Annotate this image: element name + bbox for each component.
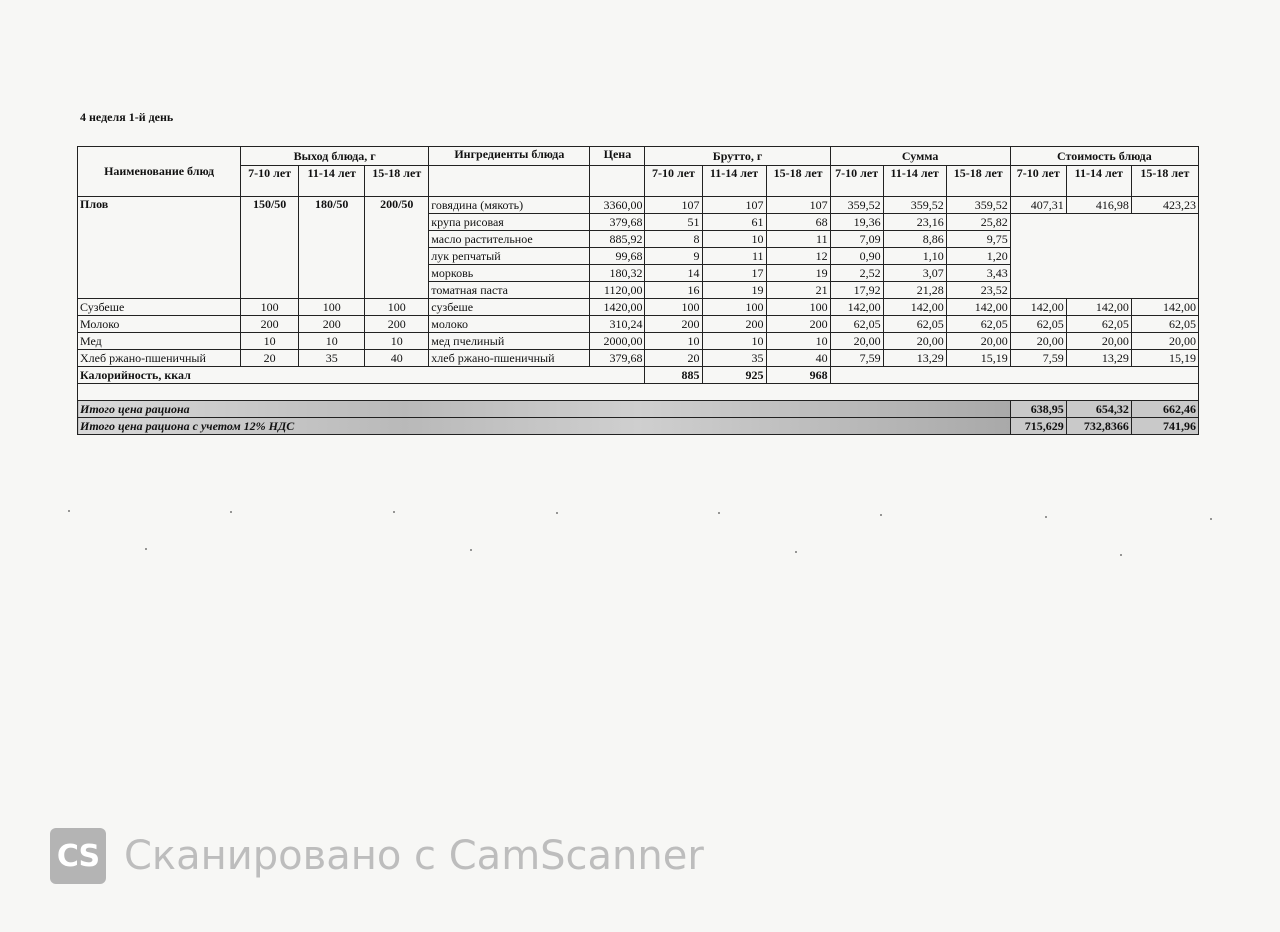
spacer-cell — [78, 384, 1199, 401]
cost: 62,05 — [1131, 316, 1198, 333]
sum: 17,92 — [830, 282, 883, 299]
header-age: 15-18 лет — [946, 166, 1010, 197]
table-row — [78, 316, 1199, 333]
header-age: 7-10 лет — [241, 166, 299, 197]
header-price: Цена — [590, 147, 645, 166]
sum: 3,07 — [883, 265, 946, 282]
dish-output: 200 — [365, 316, 429, 333]
dish-output: 200/50 — [365, 197, 429, 299]
ingredient: молоко — [429, 316, 590, 333]
header-age: 11-14 лет — [1066, 166, 1131, 197]
dish-name: Плов — [78, 197, 241, 299]
header-cost: Стоимость блюда — [1010, 147, 1198, 166]
header-output: Выход блюда, г — [241, 147, 429, 166]
table-row — [78, 350, 1199, 367]
total-vat-row — [78, 418, 1199, 435]
header-age: 7-10 лет — [645, 166, 702, 197]
cost: 20,00 — [1066, 333, 1131, 350]
cost: 142,00 — [1066, 299, 1131, 316]
brutto: 200 — [645, 316, 702, 333]
spacer-row — [78, 384, 1199, 401]
brutto: 17 — [702, 265, 766, 282]
cost: 62,05 — [1010, 316, 1066, 333]
sum: 15,19 — [946, 350, 1010, 367]
brutto: 20 — [645, 350, 702, 367]
total-value: 662,46 — [1131, 401, 1198, 418]
sum: 62,05 — [830, 316, 883, 333]
cost: 407,31 — [1010, 197, 1066, 214]
header-age: 7-10 лет — [830, 166, 883, 197]
dish-output: 100 — [365, 299, 429, 316]
total-vat-label: Итого цена рациона с учетом 12% НДС — [78, 418, 1011, 435]
dish-output: 200 — [299, 316, 365, 333]
sum: 9,75 — [946, 231, 1010, 248]
sum: 142,00 — [830, 299, 883, 316]
price: 180,32 — [590, 265, 645, 282]
cost: 13,29 — [1066, 350, 1131, 367]
calories-row — [78, 367, 1199, 384]
calories-value: 885 — [645, 367, 702, 384]
price: 1120,00 — [590, 282, 645, 299]
price: 885,92 — [590, 231, 645, 248]
sum: 1,10 — [883, 248, 946, 265]
camscanner-watermark — [50, 828, 704, 884]
sum: 23,16 — [883, 214, 946, 231]
sum: 359,52 — [830, 197, 883, 214]
table-row — [78, 197, 1199, 214]
total-vat-value: 715,629 — [1010, 418, 1066, 435]
sum: 62,05 — [946, 316, 1010, 333]
ingredient: масло растительное — [429, 231, 590, 248]
header-age: 15-18 лет — [1131, 166, 1198, 197]
dish-name: Мед — [78, 333, 241, 350]
dish-output: 10 — [241, 333, 299, 350]
cost: 62,05 — [1066, 316, 1131, 333]
brutto: 12 — [766, 248, 830, 265]
total-value: 654,32 — [1066, 401, 1131, 418]
header-sum: Сумма — [830, 147, 1010, 166]
price: 2000,00 — [590, 333, 645, 350]
calories-value: 925 — [702, 367, 766, 384]
header-brutto: Брутто, г — [645, 147, 830, 166]
dish-output: 180/50 — [299, 197, 365, 299]
calories-value: 968 — [766, 367, 830, 384]
total-label: Итого цена рациона — [78, 401, 1011, 418]
price: 99,68 — [590, 248, 645, 265]
sum: 359,52 — [946, 197, 1010, 214]
brutto: 107 — [702, 197, 766, 214]
table-row — [78, 299, 1199, 316]
header-ingredients: Ингредиенты блюда — [429, 147, 590, 166]
brutto: 40 — [766, 350, 830, 367]
brutto: 21 — [766, 282, 830, 299]
cost-blank — [1010, 214, 1198, 299]
dish-output: 200 — [241, 316, 299, 333]
sum: 359,52 — [883, 197, 946, 214]
ingredient: хлеб ржано-пшеничный — [429, 350, 590, 367]
brutto: 68 — [766, 214, 830, 231]
calories-label: Калорийность, ккал — [78, 367, 645, 384]
ingredient: лук репчатый — [429, 248, 590, 265]
brutto: 19 — [766, 265, 830, 282]
scan-speck — [1210, 518, 1212, 520]
cost: 20,00 — [1010, 333, 1066, 350]
sum: 3,43 — [946, 265, 1010, 282]
total-value: 638,95 — [1010, 401, 1066, 418]
dish-output: 10 — [299, 333, 365, 350]
ingredient: мед пчелиный — [429, 333, 590, 350]
sum: 7,59 — [830, 350, 883, 367]
brutto: 100 — [645, 299, 702, 316]
scan-speck — [556, 512, 558, 514]
scan-speck — [880, 514, 882, 516]
brutto: 19 — [702, 282, 766, 299]
sum: 20,00 — [946, 333, 1010, 350]
sum: 0,90 — [830, 248, 883, 265]
brutto: 100 — [766, 299, 830, 316]
scan-speck — [68, 510, 70, 512]
table-row — [78, 333, 1199, 350]
total-vat-value: 741,96 — [1131, 418, 1198, 435]
cost: 7,59 — [1010, 350, 1066, 367]
brutto: 10 — [702, 231, 766, 248]
sum: 1,20 — [946, 248, 1010, 265]
scan-speck — [1045, 516, 1047, 518]
dish-output: 100 — [241, 299, 299, 316]
price: 379,68 — [590, 214, 645, 231]
sum: 25,82 — [946, 214, 1010, 231]
header-age: 15-18 лет — [766, 166, 830, 197]
menu-table — [77, 146, 1199, 435]
scan-speck — [230, 511, 232, 513]
brutto: 107 — [766, 197, 830, 214]
sum: 20,00 — [830, 333, 883, 350]
camscanner-logo-icon: CS — [50, 828, 106, 884]
brutto: 107 — [645, 197, 702, 214]
brutto: 14 — [645, 265, 702, 282]
page-title: 4 неделя 1-й день — [80, 110, 174, 124]
brutto: 11 — [702, 248, 766, 265]
brutto: 100 — [702, 299, 766, 316]
brutto: 10 — [702, 333, 766, 350]
dish-name: Сузбеше — [78, 299, 241, 316]
calories-blank — [830, 367, 1198, 384]
ingredient: томатная паста — [429, 282, 590, 299]
sum: 142,00 — [883, 299, 946, 316]
sum: 8,86 — [883, 231, 946, 248]
ingredient: говядина (мякоть) — [429, 197, 590, 214]
dish-output: 35 — [299, 350, 365, 367]
sum: 19,36 — [830, 214, 883, 231]
brutto: 51 — [645, 214, 702, 231]
sum: 62,05 — [883, 316, 946, 333]
sum: 13,29 — [883, 350, 946, 367]
cost: 416,98 — [1066, 197, 1131, 214]
sum: 21,28 — [883, 282, 946, 299]
scan-speck — [718, 512, 720, 514]
dish-output: 150/50 — [241, 197, 299, 299]
dish-output: 40 — [365, 350, 429, 367]
brutto: 35 — [702, 350, 766, 367]
scan-speck — [393, 511, 395, 513]
brutto: 10 — [766, 333, 830, 350]
header-age: 11-14 лет — [702, 166, 766, 197]
price: 310,24 — [590, 316, 645, 333]
brutto: 200 — [702, 316, 766, 333]
header-age: 11-14 лет — [883, 166, 946, 197]
camscanner-text: Сканировано с CamScanner — [124, 833, 704, 879]
sum: 20,00 — [883, 333, 946, 350]
brutto: 10 — [645, 333, 702, 350]
price: 379,68 — [590, 350, 645, 367]
dish-output: 100 — [299, 299, 365, 316]
price: 1420,00 — [590, 299, 645, 316]
brutto: 200 — [766, 316, 830, 333]
price: 3360,00 — [590, 197, 645, 214]
dish-output: 10 — [365, 333, 429, 350]
header-age: 7-10 лет — [1010, 166, 1066, 197]
ingredient: сузбеше — [429, 299, 590, 316]
sum: 23,52 — [946, 282, 1010, 299]
brutto: 61 — [702, 214, 766, 231]
header-age: 15-18 лет — [365, 166, 429, 197]
scan-speck — [145, 548, 147, 550]
ingredient: крупа рисовая — [429, 214, 590, 231]
sum: 142,00 — [946, 299, 1010, 316]
header-age: 11-14 лет — [299, 166, 365, 197]
scan-speck — [470, 549, 472, 551]
cost: 423,23 — [1131, 197, 1198, 214]
dish-output: 20 — [241, 350, 299, 367]
brutto: 16 — [645, 282, 702, 299]
cost: 142,00 — [1010, 299, 1066, 316]
brutto: 8 — [645, 231, 702, 248]
cost: 20,00 — [1131, 333, 1198, 350]
ingredient: морковь — [429, 265, 590, 282]
header-price-blank — [590, 166, 645, 197]
scan-speck — [795, 551, 797, 553]
sum: 7,09 — [830, 231, 883, 248]
header-name: Наименование блюд — [78, 147, 241, 197]
cost: 142,00 — [1131, 299, 1198, 316]
header-ingredients-blank — [429, 166, 590, 197]
scan-speck — [1120, 554, 1122, 556]
cost: 15,19 — [1131, 350, 1198, 367]
brutto: 9 — [645, 248, 702, 265]
dish-name: Хлеб ржано-пшеничный — [78, 350, 241, 367]
total-row — [78, 401, 1199, 418]
sum: 2,52 — [830, 265, 883, 282]
total-vat-value: 732,8366 — [1066, 418, 1131, 435]
dish-name: Молоко — [78, 316, 241, 333]
brutto: 11 — [766, 231, 830, 248]
